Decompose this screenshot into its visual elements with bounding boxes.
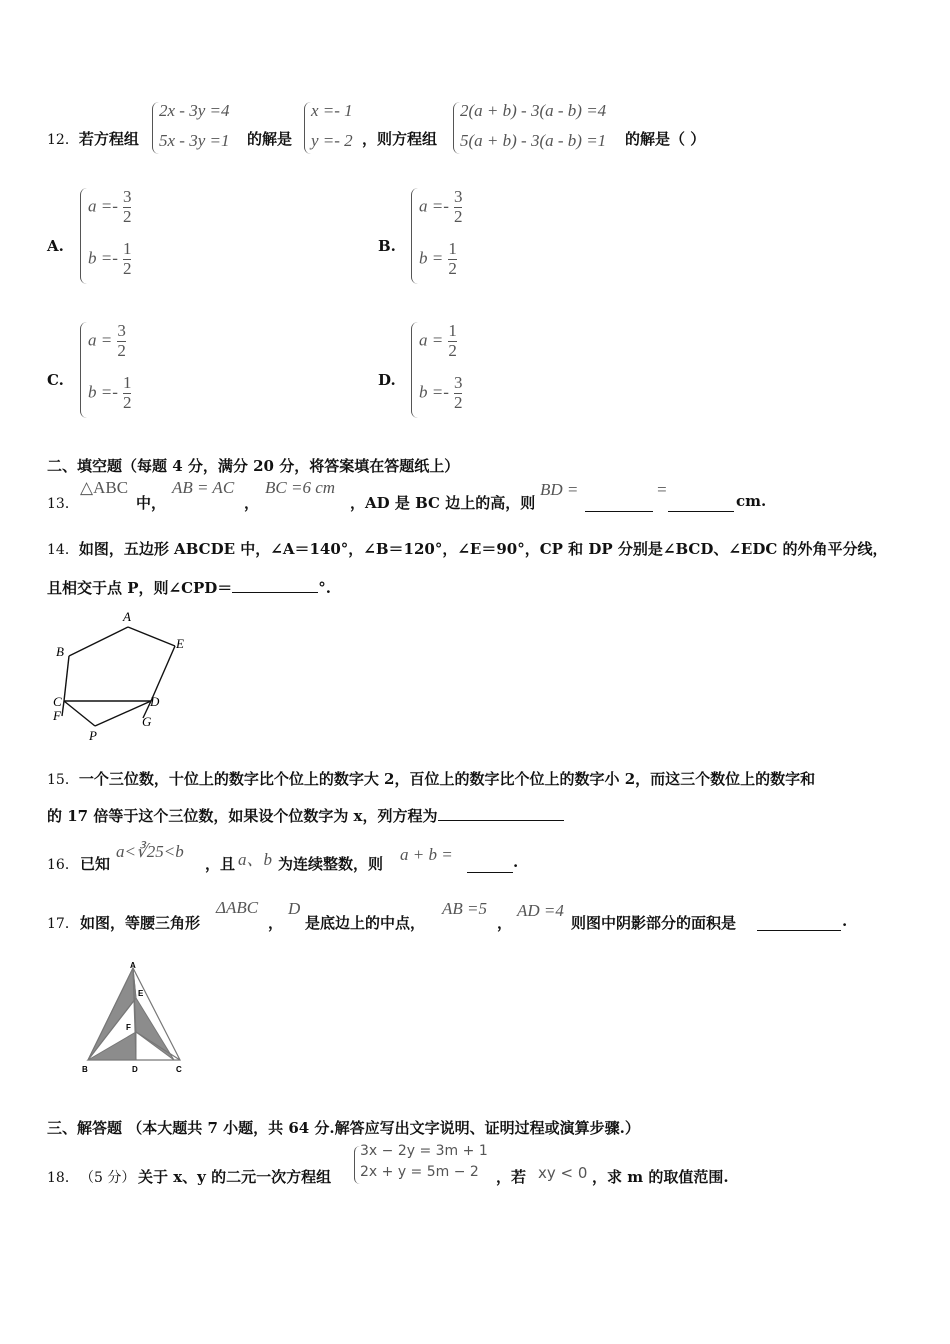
q12-sys1-eq2: 5x - 3y =1 <box>159 131 230 150</box>
q12-sol1-x: x =- 1 <box>311 101 353 120</box>
q14-blank[interactable] <box>232 578 318 593</box>
label-a: A <box>130 962 136 970</box>
q12-stem <box>47 128 139 149</box>
label-f: F <box>126 1023 131 1032</box>
frac-den: 2 <box>453 392 463 412</box>
q18-score: （5 分） <box>80 1170 136 1186</box>
section-3-title: 三、解答题 （本大题共 7 小题，共 64 分.解答应写出文字说明、证明过程或演算步骤.） <box>47 1119 640 1137</box>
option-a-a-lhs: a =- <box>88 196 118 216</box>
option-d-a-frac <box>448 322 457 360</box>
option-c-b-lhs: b =- <box>88 382 118 402</box>
q13-eq2: BC =6 cm <box>265 478 336 497</box>
section-2-title: 二、填空题（每题 4 分，满分 20 分，将答案填在答题纸上） <box>47 457 460 475</box>
option-c-a-lhs: a = <box>88 330 113 350</box>
edge-ae <box>128 627 175 646</box>
frac-den: 2 <box>448 340 457 360</box>
q15-line1-text: 一个三位数，十位上的数字比个位上的数字大 2，百位上的数字比个位上的数字小 2，而这三个数位上的数字和 <box>78 770 816 788</box>
frac-den: 2 <box>122 206 132 226</box>
frac-den: 2 <box>117 340 126 360</box>
q15-line1 <box>47 768 815 789</box>
q13-blank-2[interactable] <box>668 497 734 512</box>
q12-sol1-y: y =- 2 <box>311 131 353 150</box>
option-c-a-row <box>88 322 126 360</box>
q16-blank[interactable] <box>467 858 513 873</box>
q13-eq1: AB = AC <box>172 478 235 497</box>
q13-blank-1[interactable] <box>585 497 653 512</box>
q12-mid2: ，则方程组 <box>362 130 438 148</box>
question-number: 12． <box>47 132 79 148</box>
edge-bc <box>64 656 69 701</box>
q18-sys-eq2: 2x + y = 5m − 2 <box>360 1164 479 1180</box>
q12-prefix: 若方程组 <box>78 130 139 148</box>
q14-pentagon-figure <box>45 608 195 748</box>
frac-num: 1 <box>122 373 132 392</box>
label-c: C <box>176 1065 182 1074</box>
edge-cp <box>64 701 95 726</box>
frac-num: 1 <box>448 239 457 258</box>
option-d-label[interactable]: D. <box>378 371 396 389</box>
option-d-a-lhs: a = <box>419 330 444 350</box>
q14-line2-text: 且相交于点 P，则∠CPD＝ <box>47 579 233 597</box>
frac-num: 1 <box>448 321 457 340</box>
option-a-b-lhs: b =- <box>88 248 118 268</box>
label-p: P <box>89 728 97 743</box>
question-number: 13． <box>47 496 79 512</box>
question-number: 14． <box>47 542 79 558</box>
label-e: E <box>138 989 144 998</box>
question-number: 17． <box>47 916 79 932</box>
q17-blank[interactable] <box>757 916 841 931</box>
q12-sys1-brace <box>152 102 159 154</box>
option-b-brace <box>411 188 418 284</box>
q18-sys-eq1: 3x − 2y = 3m + 1 <box>360 1143 488 1159</box>
label-d: D <box>132 1065 138 1074</box>
q17-triangle-figure <box>76 962 196 1076</box>
option-a-b-frac <box>123 240 132 278</box>
q18-t2: ，若 <box>496 1168 527 1186</box>
q17-t3: 是底边上的中点， <box>305 914 426 932</box>
q13-eq4: = <box>656 480 668 499</box>
frac-num: 3 <box>122 187 132 206</box>
q17-t4: ， <box>497 914 513 932</box>
option-d-brace <box>411 322 418 418</box>
q13-tri: △ABC <box>80 478 129 497</box>
option-c-a-frac <box>117 322 126 360</box>
option-a-brace <box>80 188 87 284</box>
label-b: B <box>82 1065 88 1074</box>
q16-t2: ，且 <box>205 855 236 873</box>
q16-ab: a、b <box>238 850 272 869</box>
q18-t3: ，求 m 的取值范围. <box>592 1168 729 1186</box>
q18-cond: xy < 0 <box>538 1164 588 1182</box>
q12-sol1-brace <box>304 102 311 154</box>
frac-den: 2 <box>122 392 132 412</box>
q17-tri: ΔABC <box>216 898 259 917</box>
q12-sys2-eq2: 5(a + b) - 3(a - b) =1 <box>460 131 607 150</box>
q14-degree: °. <box>318 579 332 597</box>
option-a-a-row <box>88 188 131 226</box>
q16-t3: 为连续整数，则 <box>278 855 384 873</box>
q14-line1-text: 如图，五边形 ABCDE 中，∠A＝140°，∠B＝120°，∠E＝90°，CP 和 DP 分别是∠BCD、∠EDC 的外角平分线， <box>78 540 888 558</box>
label-b: B <box>56 644 64 659</box>
option-b-b-lhs: b = <box>419 248 444 268</box>
option-d-b-frac <box>454 374 463 412</box>
q15-line2 <box>47 805 564 826</box>
q12-sys2-eq1: 2(a + b) - 3(a - b) =4 <box>460 101 607 120</box>
q13-eq3: BD = <box>540 480 579 499</box>
label-g: G <box>142 714 152 729</box>
q15-blank[interactable] <box>438 806 564 821</box>
frac-num: 3 <box>453 373 463 392</box>
option-c-b-row <box>88 374 131 412</box>
q17-t2: ， <box>268 914 284 932</box>
label-f: F <box>53 708 61 723</box>
edge-ed <box>151 646 175 701</box>
frac-den: 2 <box>453 206 463 226</box>
option-c-brace <box>80 322 87 418</box>
q17-ad: AD =4 <box>517 901 564 920</box>
option-b-label[interactable]: B. <box>378 237 396 255</box>
option-d-a-row <box>419 322 457 360</box>
q17-t5: 则图中阴影部分的面积是 <box>571 914 737 932</box>
option-a-b-row <box>88 240 131 278</box>
option-b-a-row <box>419 188 462 226</box>
q17-d: D <box>288 899 301 918</box>
option-b-b-frac <box>448 240 457 278</box>
question-number: 16． <box>47 857 79 873</box>
q15-line2-text: 的 17 倍等于这个三位数，如果设个位数字为 x，列方程为 <box>47 807 438 825</box>
option-b-b-row <box>419 240 457 278</box>
q16-ineq: a<∛25<b <box>116 842 184 861</box>
q13-t3: ，AD 是 BC 边上的高，则 <box>350 494 536 512</box>
edge-cf <box>62 701 64 716</box>
frac-den: 2 <box>448 258 457 278</box>
q14-line2 <box>47 577 331 598</box>
q17-end: . <box>842 912 848 930</box>
option-c-label[interactable]: C. <box>47 371 64 389</box>
question-number: 15． <box>47 772 79 788</box>
q12-sys1-eq1: 2x - 3y =4 <box>159 101 230 120</box>
q16-end: . <box>513 853 519 871</box>
option-b-a-lhs: a =- <box>419 196 449 216</box>
frac-num: 3 <box>117 321 126 340</box>
label-d: D <box>150 694 160 709</box>
frac-num: 3 <box>453 187 463 206</box>
question-number: 18． <box>47 1170 79 1186</box>
q16-sum: a + b = <box>400 845 453 864</box>
q13-unit: cm. <box>736 492 767 510</box>
q18-t1: 关于 x、y 的二元一次方程组 <box>138 1168 332 1186</box>
q17-t1: 如图，等腰三角形 <box>80 914 201 932</box>
option-b-a-frac <box>454 188 463 226</box>
label-c: C <box>53 694 62 709</box>
q12-suffix: 的解是（ ） <box>625 130 706 148</box>
q14-line1 <box>47 538 888 559</box>
q17-ab: AB =5 <box>442 899 487 918</box>
q16-t1: 已知 <box>80 855 111 873</box>
q13-t2: ， <box>244 494 260 512</box>
option-a-a-frac <box>123 188 132 226</box>
q12-mid: 的解是 <box>247 130 293 148</box>
edge-ab <box>69 627 128 656</box>
q12-sys2-brace <box>453 102 460 154</box>
label-a: A <box>123 609 131 624</box>
option-d-b-lhs: b =- <box>419 382 449 402</box>
option-a-label[interactable]: A. <box>47 237 64 255</box>
q13-t1: 中， <box>136 494 167 512</box>
frac-den: 2 <box>122 258 132 278</box>
option-c-b-frac <box>123 374 132 412</box>
option-d-b-row <box>419 374 462 412</box>
label-e: E <box>176 636 184 651</box>
shade-right <box>133 968 174 1060</box>
frac-num: 1 <box>122 239 132 258</box>
